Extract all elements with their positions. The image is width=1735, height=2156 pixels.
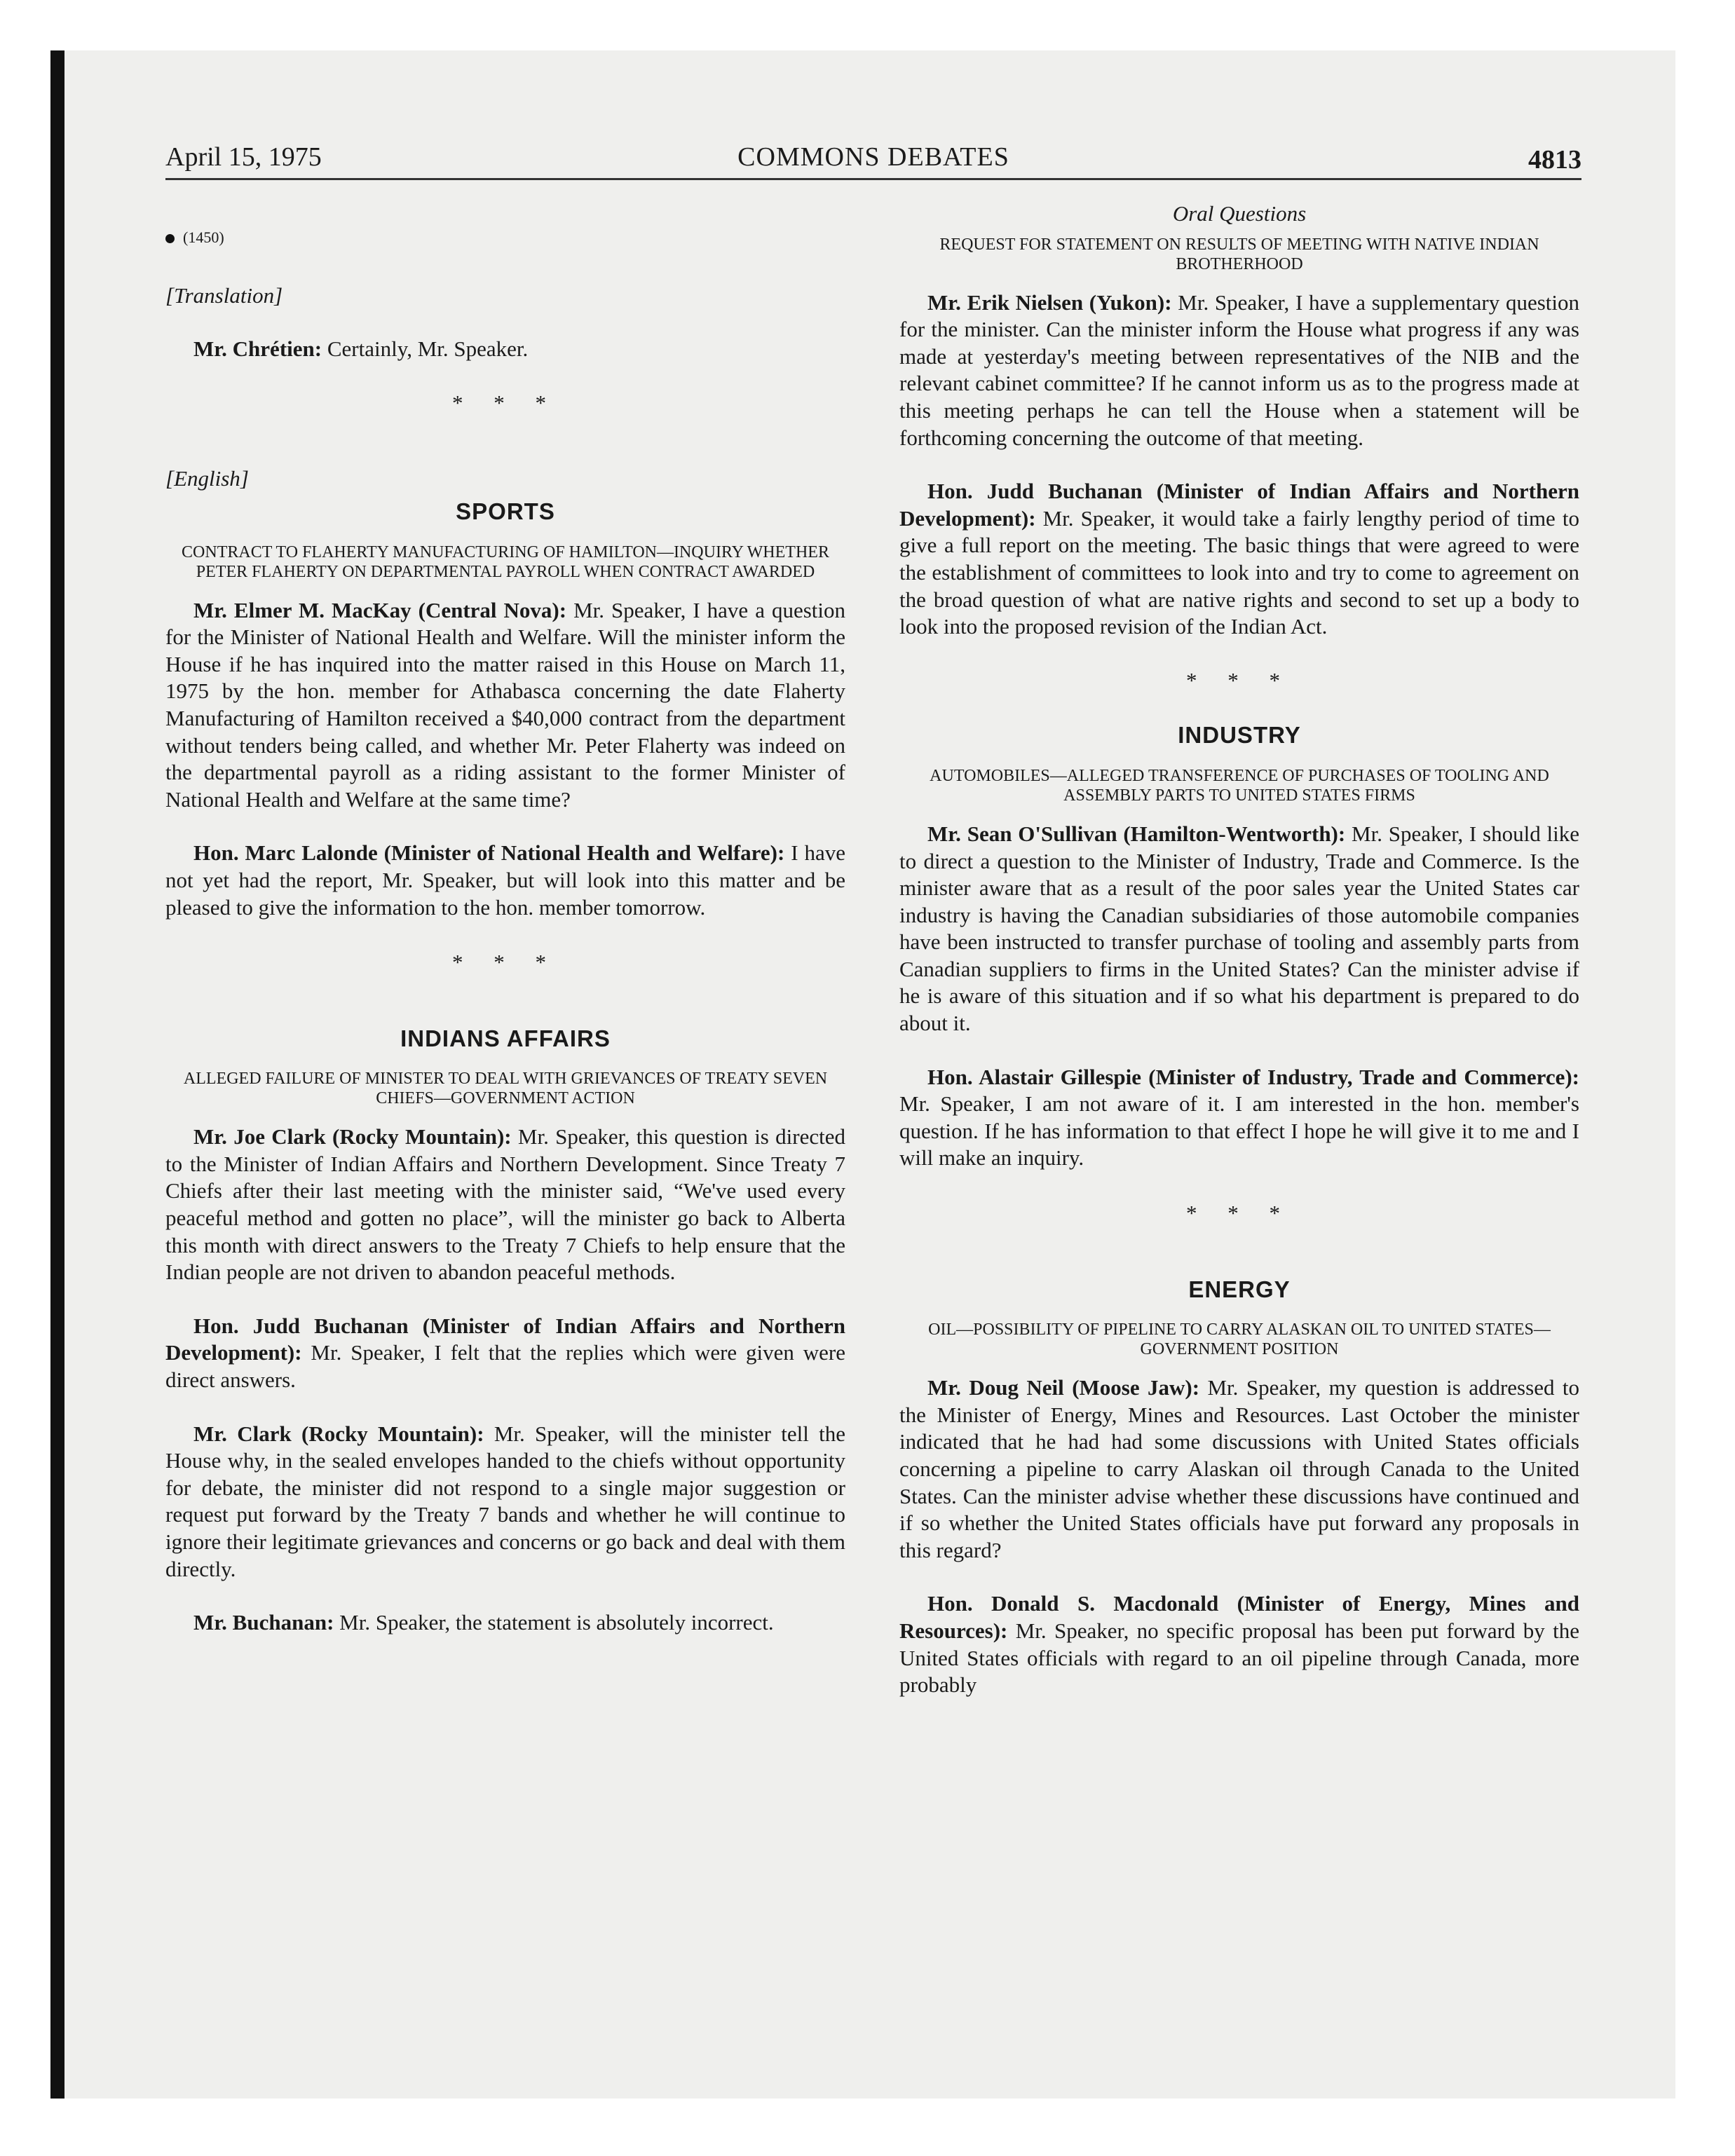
time-marker: (1450) [165, 224, 845, 252]
separator-stars: * * * [1186, 667, 1293, 692]
subheading-nib: REQUEST FOR STATEMENT ON RESULTS OF MEETING WITH NATIVE INDIAN BROTHERHOOD [939, 235, 1539, 273]
section-heading-industry: INDUSTRY [1178, 722, 1301, 749]
english-tag: [English] [165, 466, 249, 491]
subheading-sports: CONTRACT TO FLAHERTY MANUFACTURING OF HAMILTON—INQUIRY WHETHER PETER FLAHERTY ON DEPARTMENTAL PAYROLL WHEN CONTRACT AWARDED [182, 543, 829, 581]
speech-lalonde: Hon. Marc Lalonde (Minister of National Health and Welfare): I have not yet had the report, Mr. Speaker, but will look into this matter and be pleased to give the information to the hon. member tomorrow. [165, 840, 845, 920]
separator-stars: * * * [452, 390, 559, 415]
speech-chretien: Mr. Chrétien: Certainly, Mr. Speaker. [193, 336, 529, 362]
section-heading-indians: INDIANS AFFAIRS [400, 1025, 611, 1051]
scan-edge [50, 50, 64, 2099]
speech-buchanan-nib: Hon. Judd Buchanan (Minister of Indian Affairs and Northern Development): Mr. Speaker, it would take a fairly lengthy period of time to give a full report on the meeting. The basic things that were agreed to were the establishment of committees to look into and try to come to agreement on the broad question of what are native rights and second to set up a body to look into the proposed revision of the Indian Act. [899, 479, 1579, 639]
speech-buchanan-1: Hon. Judd Buchanan (Minister of Indian Affairs and Northern Development): Mr. Speaker, I felt that the replies which were given were direct answers. [165, 1313, 845, 1393]
header-date: April 15, 1975 [165, 142, 322, 172]
running-header [165, 140, 1581, 180]
section-heading-sports: SPORTS [456, 498, 555, 524]
speech-macdonald: Hon. Donald S. Macdonald (Minister of Energy, Mines and Resources): Mr. Speaker, no specific proposal has been put forward by the United States officials with regard to an oil pipeline through Canada, more probably [899, 1591, 1579, 1698]
right-column [899, 196, 1579, 1726]
speech-neil: Mr. Doug Neil (Moose Jaw): Mr. Speaker, my question is addressed to the Minister of Energy, Mines and Resources. Last October the minister indicated that he had had some discussions with United States officials concerning a pipeline to carry Alaskan oil through Canada to the United States. Can the minister advise whether these discussions have continued and if so whether the United States officials have put forward any proposals in this regard? [899, 1375, 1579, 1562]
subheading-energy: OIL—POSSIBILITY OF PIPELINE TO CARRY ALASKAN OIL TO UNITED STATES—GOVERNMENT POSITION [928, 1321, 1551, 1359]
speech-osullivan: Mr. Sean O'Sullivan (Hamilton-Wentworth): Mr. Speaker, I should like to direct a question to the Minister of Industry, Trade and Commerce. Is the minister aware that as a result of the poor sales year the United States car industry is having the Canadian subsidiaries of those automobile companies have been instructed to transfer purchase of tooling and assembly parts from Canadian suppliers to firms in the United States? Can the minister advise if he is aware of this situation and if so what his department is prepared to do about it. [899, 821, 1580, 1036]
speech-buchanan-2: Mr. Buchanan: Mr. Speaker, the statement is absolutely incorrect. [193, 1610, 774, 1635]
speech-clark-2: Mr. Clark (Rocky Mountain): Mr. Speaker, will the minister tell the House why, in the sealed envelopes handed to the chiefs without opportunity for debate, the minister did not respond to a single major suggestion or request put forward by the Treaty 7 bands and whether he will continue to ignore their legitimate grievances and concerns or go back and deal with them directly. [165, 1421, 845, 1581]
bullet-icon [165, 234, 175, 243]
subheading-indians: ALLEGED FAILURE OF MINISTER TO DEAL WITH GRIEVANCES OF TREATY SEVEN CHIEFS—GOVERNMENT ACTION [183, 1070, 828, 1108]
left-column [165, 196, 845, 1663]
section-heading-energy: ENERGY [1188, 1276, 1291, 1302]
speech-mackay: Mr. Elmer M. MacKay (Central Nova): Mr. Speaker, I have a question for the Minister of National Health and Welfare. Will the minister inform the House if he has inquired into the matter raised in this House on March 11, 1975 by the hon. member for Athabasca concerning the date Flaherty Manufacturing of Hamilton received a $40,000 contract from the department without tenders being called, and whether Mr. Peter Flaherty was indeed on the departmental payroll as a riding assistant to the former Minister of National Health and Welfare at the same time? [165, 597, 845, 812]
header-title: COMMONS DEBATES [737, 142, 1009, 172]
page-number: 4813 [1528, 145, 1581, 175]
separator-stars: * * * [1186, 1201, 1293, 1226]
speech-clark-1: Mr. Joe Clark (Rocky Mountain): Mr. Speaker, this question is directed to the Minister of Indian Affairs and Northern Development. Since Treaty 7 Chiefs after their last meeting with the minister said, “We've used every peaceful method and gotten no place”, will the minister go back to Alberta this month with direct answers to the Treaty 7 Chiefs to help ensure that the Indian people are not driven to abandon peaceful methods. [165, 1124, 845, 1285]
translation-tag: [Translation] [165, 282, 283, 308]
subheading-industry: AUTOMOBILES—ALLEGED TRANSFERENCE OF PURCHASES OF TOOLING AND ASSEMBLY PARTS TO UNITED STATES FIRMS [930, 766, 1549, 805]
column-heading: Oral Questions [1172, 201, 1307, 226]
separator-stars: * * * [452, 950, 559, 975]
speaker-name: Mr. Chrétien: [193, 336, 322, 362]
speech-nielsen: Mr. Erik Nielsen (Yukon): Mr. Speaker, I have a supplementary question for the minister. Can the minister inform the House what progress if any was made at yesterday's meeting between representatives of the NIB and the relevant cabinet committee? If he cannot inform us as to the progress made at this meeting perhaps he can tell the House when a statement will be forthcoming concerning the outcome of that meeting. [899, 289, 1579, 450]
speech-gillespie: Hon. Alastair Gillespie (Minister of Industry, Trade and Commerce): Mr. Speaker, I am not aware of it. I am interested in the hon. member's question. If he has information to that effect I hope he will give it to me and I will make an inquiry. [899, 1064, 1579, 1171]
